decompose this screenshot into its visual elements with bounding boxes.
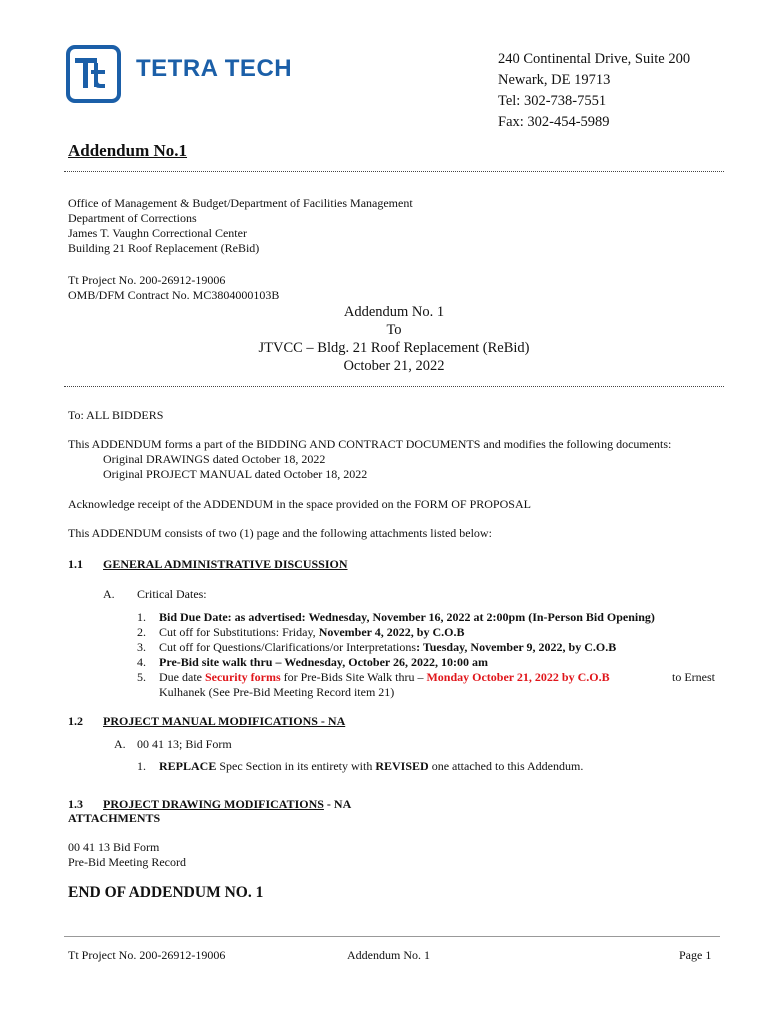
attachments-heading: ATTACHMENTS	[68, 811, 161, 825]
dotted-divider	[64, 171, 724, 172]
company-logo-text: TETRA TECH	[136, 55, 293, 82]
critical-dates-list	[137, 610, 721, 700]
addendum-heading	[64, 303, 724, 375]
list-item: 1. Bid Due Date: as advertised: Wednesday, November 16, 2022 at 2:00pm (In-Person Bid Opening)	[137, 610, 655, 624]
address-line: Newark, DE 19713	[498, 72, 611, 88]
dotted-divider	[64, 386, 724, 387]
subsection-text: Critical Dates:	[137, 587, 207, 601]
section-number: 1.1	[68, 557, 83, 571]
document-title: Addendum No.1	[68, 141, 188, 160]
section-heading: GENERAL ADMINISTRATIVE DISCUSSION	[103, 557, 348, 571]
office-line: Building 21 Roof Replacement (ReBid)	[68, 241, 260, 255]
list-item: 3. Cut off for Questions/Clarifications/or Interpretations: Tuesday, November 9, 2022, by C.O.B	[137, 640, 617, 654]
intro-paragraph: This ADDENDUM forms a part of the BIDDING AND CONTRACT DOCUMENTS and modifies the following documents:	[68, 437, 672, 451]
project-numbers	[68, 273, 279, 303]
footer-title: Addendum No. 1	[347, 948, 430, 962]
consists-paragraph: This ADDENDUM consists of two (1) page and the following attachments listed below:	[68, 526, 492, 540]
logo-mark	[66, 45, 121, 103]
subsection-label: A.	[103, 587, 115, 601]
attachment-item: Pre-Bid Meeting Record	[68, 855, 186, 869]
section-heading: PROJECT DRAWING MODIFICATIONS - NA	[103, 797, 352, 811]
heading-line: October 21, 2022	[343, 358, 445, 374]
company-address	[498, 49, 690, 133]
section-number: 1.2	[68, 714, 83, 728]
office-block	[68, 196, 413, 256]
list-item: 1. REPLACE Spec Section in its entirety with REVISED one attached to this Addendum.	[137, 759, 584, 773]
section-heading: PROJECT MANUAL MODIFICATIONS - NA	[103, 714, 346, 728]
footer-project-number: Tt Project No. 200-26912-19006	[68, 948, 226, 962]
list-item: 5. Due date Security forms for Pre-Bids Site Walk thru – Monday October 21, 2022 by C.O.B to Ernest	[137, 670, 715, 684]
recipients: To: ALL BIDDERS	[68, 408, 164, 422]
heading-line: JTVCC – Bldg. 21 Roof Replacement (ReBid)	[258, 340, 530, 356]
phone-line: Tel: 302-738-7551	[498, 93, 607, 109]
tetra-tech-logo-icon	[70, 49, 117, 99]
attachment-item: 00 41 13 Bid Form	[68, 840, 160, 854]
heading-line: To	[386, 322, 402, 338]
document-item: Original PROJECT MANUAL dated October 18, 2022	[103, 467, 368, 481]
office-line: Office of Management & Budget/Department of Facilities Management	[68, 196, 413, 210]
subsection-label: A.	[114, 737, 126, 751]
list-item: 2. Cut off for Substitutions: Friday, November 4, 2022, by C.O.B	[137, 625, 465, 639]
address-line: 240 Continental Drive, Suite 200	[498, 51, 691, 67]
acknowledge-paragraph: Acknowledge receipt of the ADDENDUM in the space provided on the FORM OF PROPOSAL	[68, 497, 531, 511]
office-line: James T. Vaughn Correctional Center	[68, 226, 247, 240]
section-number: 1.3	[68, 797, 83, 811]
fax-line: Fax: 302-454-5989	[498, 114, 610, 130]
list-item-continuation: Kulhanek (See Pre-Bid Meeting Record item 21)	[159, 685, 395, 699]
page-number: Page 1	[679, 948, 712, 962]
project-number: Tt Project No. 200-26912-19006	[68, 273, 226, 287]
subsection-text: 00 41 13; Bid Form	[137, 737, 232, 751]
heading-line: Addendum No. 1	[343, 304, 445, 320]
contract-number: OMB/DFM Contract No. MC3804000103B	[68, 288, 280, 302]
office-line: Department of Corrections	[68, 211, 197, 225]
document-item: Original DRAWINGS dated October 18, 2022	[103, 452, 326, 466]
end-of-addendum: END OF ADDENDUM NO. 1	[68, 884, 264, 901]
list-item: 4. Pre-Bid site walk thru – Wednesday, October 26, 2022, 10:00 am	[137, 655, 489, 669]
footer-divider	[64, 936, 720, 937]
